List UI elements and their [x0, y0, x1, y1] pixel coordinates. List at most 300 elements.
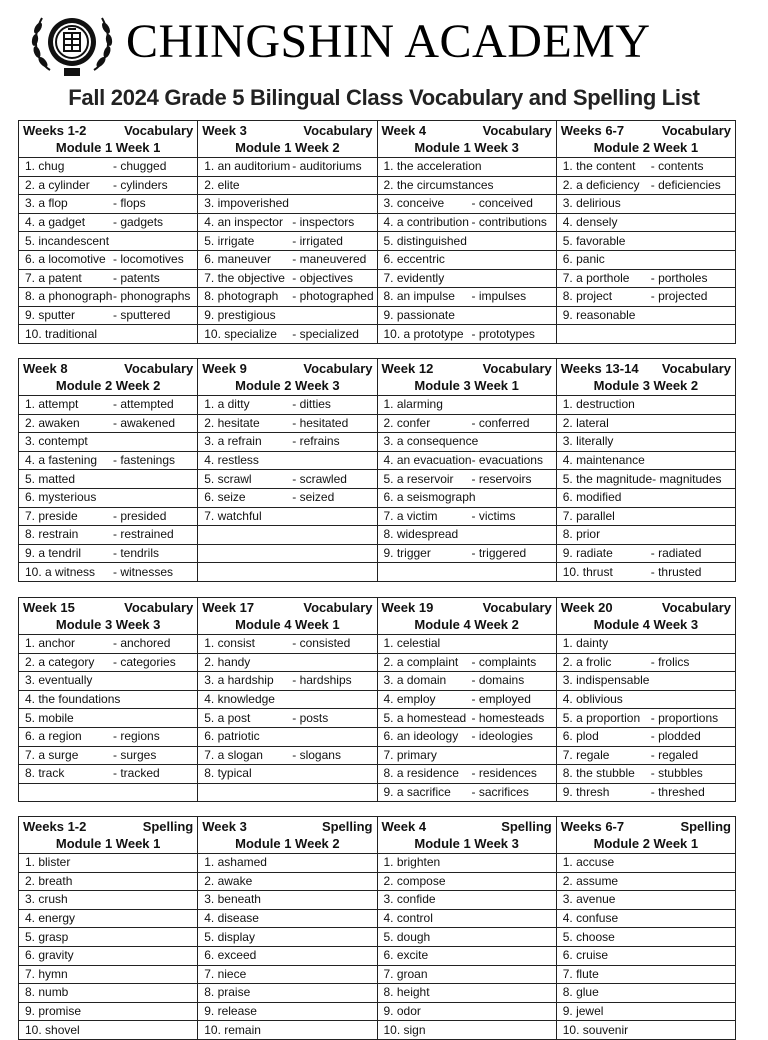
word: 2. confer [383, 415, 431, 430]
word: 6. mysterious [25, 490, 97, 505]
word-cell [19, 232, 198, 251]
column-header [377, 121, 556, 158]
word: 4. an inspector [204, 215, 283, 230]
word: 7. flute [562, 966, 599, 981]
word-cell [556, 965, 735, 984]
word-cell [556, 250, 735, 269]
word-cell [198, 250, 377, 269]
word: 6. eccentric [383, 252, 445, 267]
word: 5. irrigate [204, 233, 255, 248]
word-cell [377, 672, 556, 691]
word-cell [556, 746, 735, 765]
table-row [19, 213, 736, 232]
word-cell [377, 872, 556, 891]
word: 7. a patent [25, 270, 82, 285]
week-label: Week 8 [23, 361, 68, 376]
word: 7. regale [562, 747, 610, 762]
word: 6. a seismograph [383, 490, 476, 505]
word: 8. numb [25, 985, 69, 1000]
word: 6. excite [383, 948, 429, 963]
word-cell [198, 653, 377, 672]
list-type-label: Vocabulary [482, 361, 552, 376]
word: 2. a frolic [562, 654, 612, 669]
word: 1. dainty [562, 636, 609, 651]
table-row [19, 690, 736, 709]
school-crest-logo [28, 8, 116, 78]
word-cell [19, 965, 198, 984]
word-cell [377, 946, 556, 965]
word-cell [556, 158, 735, 177]
word-cell [198, 1002, 377, 1021]
word-form: - inspectors [292, 215, 355, 230]
table-row [19, 872, 736, 891]
word-form: - cylinders [113, 177, 168, 192]
word-cell [377, 746, 556, 765]
table-row [19, 306, 736, 325]
word-cell [556, 783, 735, 802]
word-cell [556, 672, 735, 691]
word-cell [377, 563, 556, 582]
table-row [19, 414, 736, 433]
word: 2. a cylinder [25, 177, 90, 192]
list-type-label: Vocabulary [124, 123, 194, 138]
word: 5. grasp [25, 929, 69, 944]
word-form: - hardships [292, 673, 352, 688]
word: 9. trigger [383, 546, 431, 561]
word: 7. a surge [25, 747, 79, 762]
word-form: - objectives [292, 270, 353, 285]
word-cell [377, 635, 556, 654]
word: 7. parallel [562, 508, 615, 523]
word: 6. an ideology [383, 729, 459, 744]
word: 4. restless [204, 453, 259, 468]
word: 7. preside [25, 508, 78, 523]
word-cell [377, 507, 556, 526]
module-label: Module 1 Week 2 [235, 836, 340, 851]
word: 2. lateral [562, 415, 609, 430]
word-cell [198, 872, 377, 891]
word-cell [556, 526, 735, 545]
word-cell [19, 765, 198, 784]
word-cell [556, 470, 735, 489]
word-cell [556, 765, 735, 784]
word: 4. oblivious [562, 692, 623, 707]
word-list-block [18, 358, 736, 582]
school-name: CHINGSHIN ACADEMY [126, 15, 651, 68]
word: 6. seize [204, 490, 246, 505]
word-cell [19, 288, 198, 307]
word-cell [377, 1002, 556, 1021]
word: 8. height [383, 985, 430, 1000]
word: 1. attempt [25, 397, 79, 412]
word: 7. watchful [204, 508, 262, 523]
word-form: - restrained [113, 527, 174, 542]
word: 3. crush [25, 892, 68, 907]
word-cell [19, 872, 198, 891]
word-form: - employed [471, 692, 531, 707]
table-row [19, 765, 736, 784]
word-cell [556, 909, 735, 928]
word-cell [556, 269, 735, 288]
word-form: - evacuations [471, 453, 543, 468]
word: 5. a homestead [383, 710, 467, 725]
word-cell [556, 928, 735, 947]
word: 5. a post [204, 710, 251, 725]
word-cell [556, 891, 735, 910]
week-label: Week 15 [23, 600, 75, 615]
table-row [19, 965, 736, 984]
word-cell [377, 470, 556, 489]
word-cell [556, 451, 735, 470]
word-cell [198, 727, 377, 746]
word: 3. a domain [383, 673, 447, 688]
word-cell [19, 709, 198, 728]
word-cell [19, 396, 198, 415]
word-cell [377, 965, 556, 984]
word-cell [377, 690, 556, 709]
word: 2. awake [204, 873, 253, 888]
word-cell [377, 765, 556, 784]
word-cell [19, 195, 198, 214]
word-form: - irrigated [292, 233, 343, 248]
word: 5. incandescent [25, 233, 110, 248]
word: 5. matted [25, 471, 76, 486]
word-list-block [18, 120, 736, 344]
word-form: - complaints [471, 654, 537, 669]
word: 9. jewel [562, 1004, 604, 1019]
word: 1. blister [25, 855, 71, 870]
word-cell [19, 507, 198, 526]
column-header [556, 598, 735, 635]
word: 1. brighten [383, 855, 441, 870]
word-cell [377, 488, 556, 507]
word: 1. anchor [25, 636, 76, 651]
module-label: Module 1 Week 3 [414, 836, 519, 851]
word-cell [198, 563, 377, 582]
header-row [19, 121, 736, 158]
table-row [19, 507, 736, 526]
word-form: - frolics [650, 654, 690, 669]
header-row [19, 359, 736, 396]
word-form: - domains [471, 673, 525, 688]
word-cell [19, 1002, 198, 1021]
word-cell [377, 451, 556, 470]
table-row [19, 158, 736, 177]
module-label: Module 1 Week 1 [55, 836, 161, 851]
word-cell [377, 288, 556, 307]
word: 1. consist [204, 636, 255, 651]
word-form: - portholes [650, 270, 708, 285]
word: 2. a deficiency [562, 177, 640, 192]
word-form: - seized [292, 490, 335, 505]
word-cell [377, 544, 556, 563]
word-form: - anchored [113, 636, 171, 651]
word-cell [19, 433, 198, 452]
word: 6. cruise [562, 948, 609, 963]
word-form: - prototypes [471, 326, 535, 341]
word: 4. energy [25, 911, 76, 926]
word-cell [556, 946, 735, 965]
word: 8. restrain [25, 527, 79, 542]
word-cell [556, 232, 735, 251]
word-cell [556, 984, 735, 1003]
word-cell [556, 653, 735, 672]
table-row [19, 746, 736, 765]
word-cell [556, 433, 735, 452]
word: 8. praise [204, 985, 251, 1000]
word-form: - impulses [471, 289, 527, 304]
week-label: Week 19 [381, 600, 434, 615]
word-cell [556, 563, 735, 582]
word-cell [198, 232, 377, 251]
word-form: - witnesses [113, 564, 174, 579]
word-cell [556, 396, 735, 415]
word-cell [19, 306, 198, 325]
word-cell [198, 288, 377, 307]
word-cell [19, 928, 198, 947]
word-cell [556, 306, 735, 325]
word-cell [19, 269, 198, 288]
module-label: Module 3 Week 1 [414, 378, 519, 393]
word-cell [377, 433, 556, 452]
word-form: - reservoirs [471, 471, 532, 486]
word-cell [19, 526, 198, 545]
word: 8. a residence [383, 766, 459, 781]
word-cell [19, 158, 198, 177]
word-form: - ideologies [471, 729, 533, 744]
word-cell [19, 672, 198, 691]
list-type-label: Vocabulary [303, 123, 373, 138]
word: 7. a victim [383, 508, 438, 523]
word-form: - radiated [650, 546, 702, 561]
word: 4. knowledge [204, 692, 275, 707]
word-form: - sacrifices [471, 785, 529, 800]
list-type-label: Vocabulary [661, 361, 731, 376]
word-cell [377, 176, 556, 195]
word-cell [198, 946, 377, 965]
word: 5. choose [562, 929, 615, 944]
word-form: - awakened [113, 415, 176, 430]
word-form: - threshed [650, 785, 705, 800]
word-cell [198, 746, 377, 765]
table-row [19, 232, 736, 251]
word-cell [556, 854, 735, 873]
word-cell [377, 727, 556, 746]
table-row [19, 250, 736, 269]
word-form: - projected [650, 289, 708, 304]
word-cell [198, 783, 377, 802]
word: 5. the magnitude [562, 471, 653, 486]
table-row [19, 563, 736, 582]
list-type-label: Spelling [501, 819, 552, 834]
word: 6. a region [25, 729, 82, 744]
table-row [19, 653, 736, 672]
word-cell [377, 396, 556, 415]
list-type-label: Vocabulary [661, 123, 731, 138]
word-form: - victims [471, 508, 516, 523]
module-label: Module 1 Week 2 [235, 140, 340, 155]
word: 3. eventually [25, 673, 93, 688]
word: 1. alarming [383, 397, 443, 412]
word: 8. a phonograph [25, 289, 113, 304]
word: 4. control [383, 911, 433, 926]
word: 9. thresh [562, 785, 610, 800]
word-cell [556, 1002, 735, 1021]
word-form: - flops [113, 196, 146, 211]
word-cell [19, 563, 198, 582]
word: 1. an auditorium [204, 159, 291, 174]
table-row [19, 433, 736, 452]
table-row [19, 269, 736, 288]
word-cell [556, 414, 735, 433]
column-header [377, 598, 556, 635]
word-form: - patents [113, 270, 160, 285]
word: 10. traditional [25, 326, 98, 341]
word-cell [198, 158, 377, 177]
word-cell [556, 709, 735, 728]
week-label: Week 9 [202, 361, 247, 376]
word-form: - locomotives [113, 252, 184, 267]
word: 6. panic [562, 252, 605, 267]
word-cell [377, 325, 556, 344]
week-label: Weeks 13-14 [560, 361, 639, 376]
word: 5. a proportion [562, 710, 641, 725]
module-label: Module 4 Week 3 [593, 617, 699, 632]
word: 2. handy [204, 654, 251, 669]
word-cell [556, 325, 735, 344]
word-form: - proportions [650, 710, 719, 725]
word-form: - fastenings [113, 453, 176, 468]
word-cell [19, 544, 198, 563]
word: 1. celestial [383, 636, 441, 651]
word: 5. dough [383, 929, 431, 944]
word: 2. compose [383, 873, 446, 888]
word: 3. delirious [562, 196, 621, 211]
word-form: - categories [113, 654, 176, 669]
word-form: - homesteads [471, 710, 545, 725]
header-row [19, 817, 736, 854]
word: 7. a slogan [204, 747, 263, 762]
module-label: Module 3 Week 3 [55, 617, 161, 632]
word: 1. ashamed [204, 855, 267, 870]
word-list-block [18, 816, 736, 1040]
word-cell [198, 488, 377, 507]
word-cell [556, 690, 735, 709]
list-type-label: Vocabulary [661, 600, 731, 615]
word-form: - regions [113, 729, 160, 744]
list-type-label: Vocabulary [124, 600, 194, 615]
word-cell [19, 984, 198, 1003]
word-cell [19, 946, 198, 965]
table-row [19, 325, 736, 344]
word-form: - phonographs [113, 289, 191, 304]
word: 9. prestigious [204, 308, 276, 323]
column-header [19, 817, 198, 854]
word-cell [198, 984, 377, 1003]
page-header [0, 0, 768, 80]
word: 9. a tendril [25, 546, 82, 561]
table-row [19, 544, 736, 563]
word-cell [198, 470, 377, 489]
word-cell [377, 709, 556, 728]
word-form: - triggered [471, 546, 527, 561]
word-cell [198, 544, 377, 563]
word-cell [19, 414, 198, 433]
word: 6. gravity [25, 948, 74, 963]
column-header [198, 598, 377, 635]
word: 6. maneuver [204, 252, 271, 267]
word-cell [377, 653, 556, 672]
word: 4. employ [383, 692, 436, 707]
word: 7. evidently [383, 270, 445, 285]
column-header [556, 359, 735, 396]
table-row [19, 396, 736, 415]
word: 6. patriotic [204, 729, 260, 744]
word: 9. a sacrifice [383, 785, 451, 800]
word-cell [377, 250, 556, 269]
table-row [19, 984, 736, 1003]
module-label: Module 1 Week 1 [55, 140, 161, 155]
word-cell [198, 195, 377, 214]
word: 10. remain [204, 1022, 261, 1037]
word-cell [19, 213, 198, 232]
list-type-label: Vocabulary [482, 600, 552, 615]
word-form: - deficiencies [650, 177, 721, 192]
word: 9. odor [383, 1004, 421, 1019]
word: 3. a flop [25, 196, 68, 211]
word: 10. thrust [562, 564, 613, 579]
word: 4. confuse [562, 911, 619, 926]
word: 4. disease [204, 911, 259, 926]
word-cell [198, 269, 377, 288]
word-cell [19, 635, 198, 654]
word: 10. sign [383, 1022, 426, 1037]
word-form: - chugged [113, 159, 167, 174]
word-cell [556, 507, 735, 526]
word-cell [556, 872, 735, 891]
week-label: Week 3 [202, 123, 247, 138]
word-cell [198, 765, 377, 784]
word-cell [198, 854, 377, 873]
word-cell [556, 176, 735, 195]
word: 7. groan [383, 966, 428, 981]
word-cell [377, 195, 556, 214]
word: 8. glue [562, 985, 599, 1000]
word-cell [19, 690, 198, 709]
week-label: Weeks 1-2 [23, 819, 87, 834]
word-cell [377, 232, 556, 251]
table-row [19, 1002, 736, 1021]
word-cell [19, 783, 198, 802]
word-cell [377, 306, 556, 325]
module-label: Module 3 Week 2 [593, 378, 699, 393]
week-label: Weeks 6-7 [560, 123, 625, 138]
table-row [19, 195, 736, 214]
word: 9. release [204, 1004, 257, 1019]
word-form: - presided [113, 508, 167, 523]
column-header [556, 817, 735, 854]
list-type-label: Vocabulary [303, 361, 373, 376]
word-form: - specialized [292, 326, 359, 341]
word-form: - conferred [471, 415, 530, 430]
table-row [19, 470, 736, 489]
word: 6. plod [562, 729, 599, 744]
word-cell [556, 288, 735, 307]
word: 8. an impulse [383, 289, 455, 304]
word-cell [198, 709, 377, 728]
column-header [556, 121, 735, 158]
word-form: - gadgets [113, 215, 164, 230]
